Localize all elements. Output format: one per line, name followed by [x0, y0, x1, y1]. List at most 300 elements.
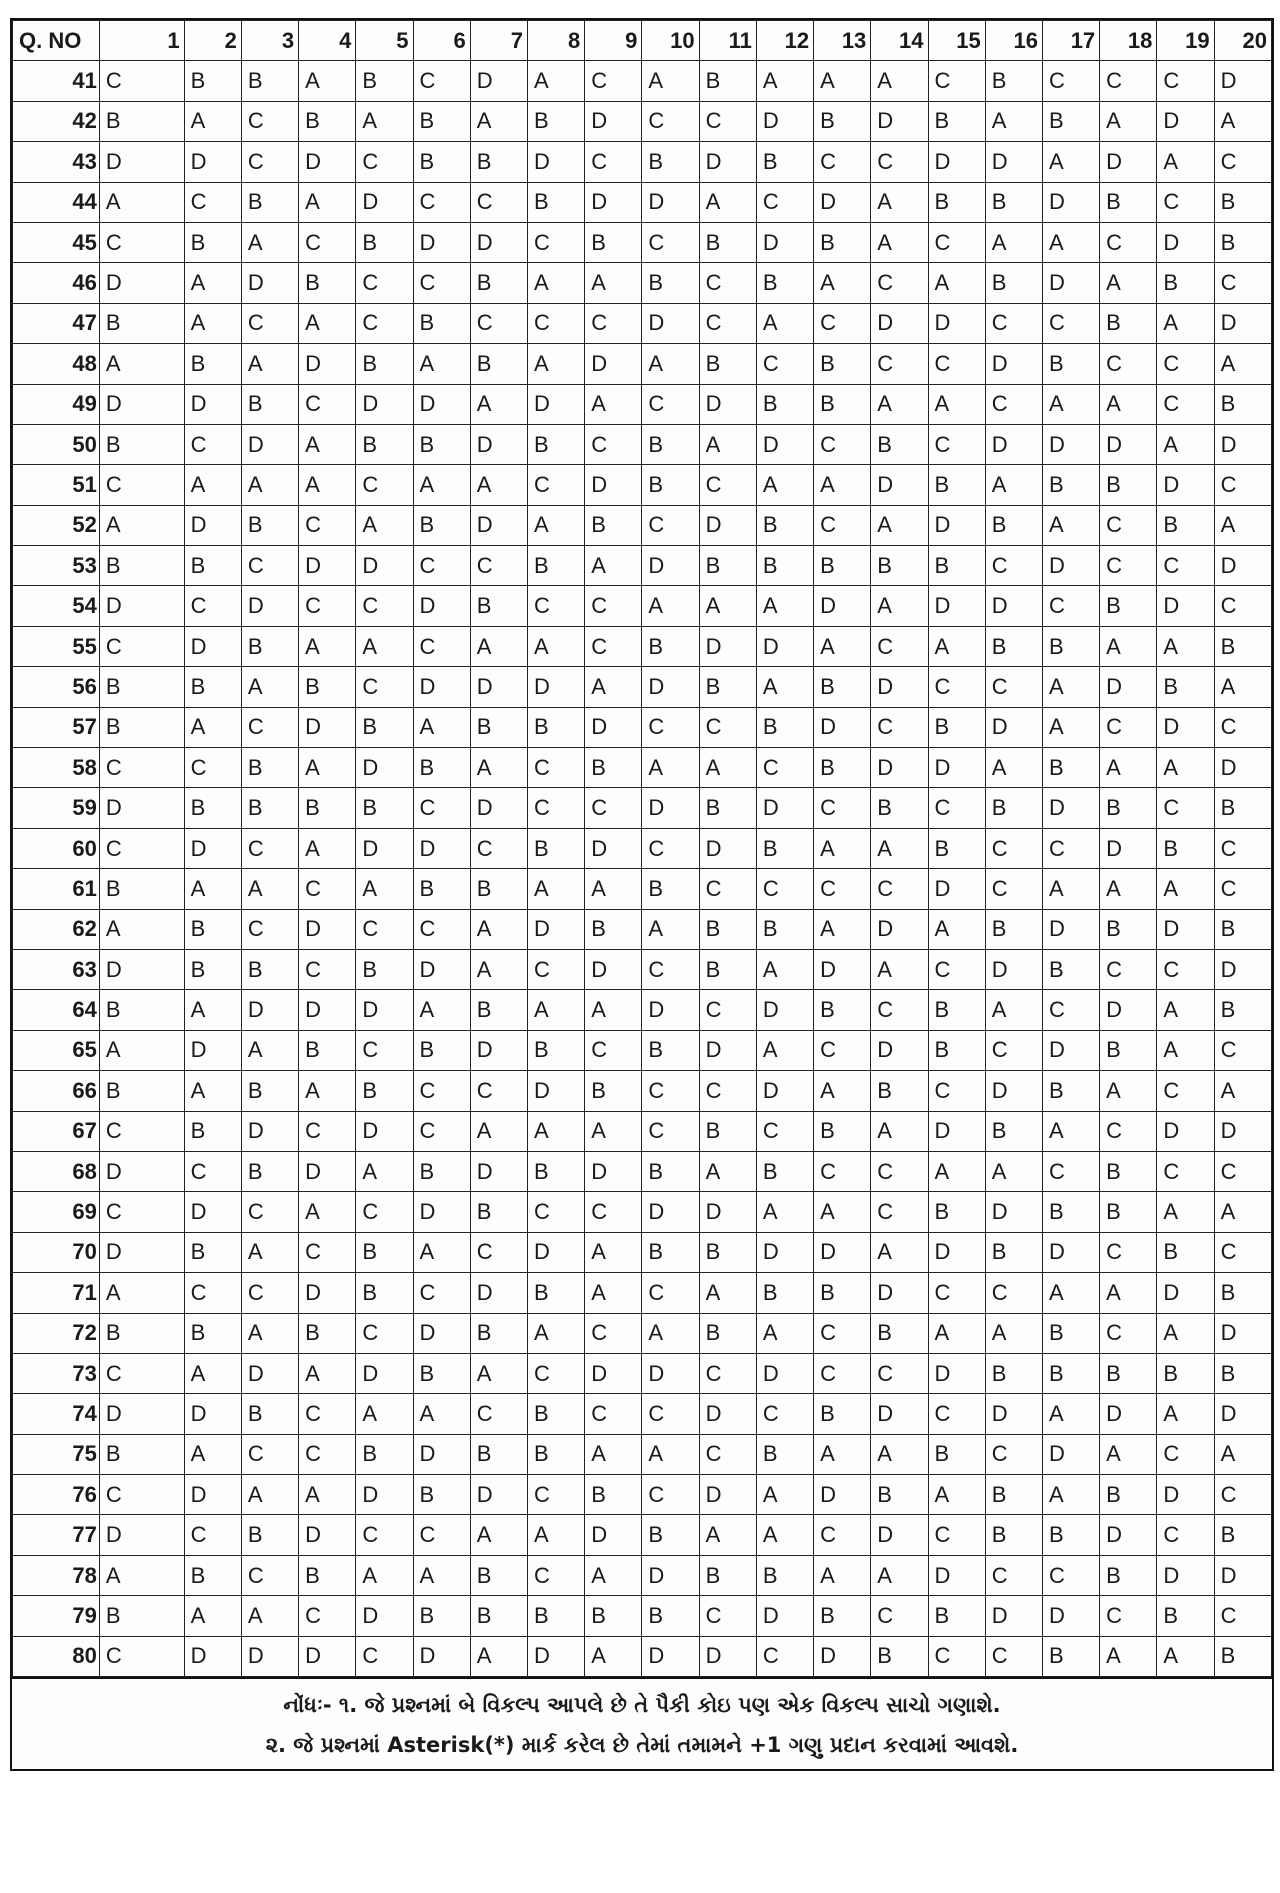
answer-cell: C — [1100, 1111, 1157, 1151]
answer-cell: D — [299, 142, 356, 182]
answer-cell: A — [241, 465, 298, 505]
answer-cell: C — [585, 424, 642, 464]
answer-cell: D — [1157, 707, 1214, 747]
answer-cell: C — [871, 1596, 928, 1636]
answer-cell: B — [814, 1111, 871, 1151]
answer-cell: C — [642, 1111, 699, 1151]
answer-cell: B — [1157, 1596, 1214, 1636]
answer-cell: D — [1214, 1111, 1271, 1151]
table-row — [13, 384, 1272, 424]
answer-cell: C — [241, 707, 298, 747]
answer-cell: B — [928, 1030, 985, 1070]
question-number: 52 — [13, 505, 100, 545]
answer-cell: D — [241, 1636, 298, 1676]
answer-cell: A — [1157, 303, 1214, 343]
question-number: 76 — [13, 1475, 100, 1515]
answer-cell: C — [1214, 465, 1271, 505]
answer-cell: C — [756, 1636, 813, 1676]
answer-cell: B — [585, 909, 642, 949]
answer-cell: B — [585, 1071, 642, 1111]
answer-cell: C — [184, 1273, 241, 1313]
answer-cell: A — [756, 586, 813, 626]
answer-cell: C — [413, 1515, 470, 1555]
answer-cell: B — [871, 1475, 928, 1515]
answer-cell: D — [928, 142, 985, 182]
answer-cell: A — [470, 384, 527, 424]
answer-cell: B — [99, 707, 184, 747]
answer-cell: A — [99, 1555, 184, 1595]
question-number: 59 — [13, 788, 100, 828]
answer-cell: B — [470, 990, 527, 1030]
answer-cell: B — [1100, 1192, 1157, 1232]
answer-cell: C — [356, 667, 413, 707]
column-header-set-6: 6 — [413, 21, 470, 61]
answer-cell: A — [642, 586, 699, 626]
answer-cell: D — [184, 1030, 241, 1070]
table-row — [13, 546, 1272, 586]
answer-cell: A — [413, 990, 470, 1030]
answer-cell: D — [871, 101, 928, 141]
answer-cell: B — [527, 1394, 584, 1434]
answer-cell: B — [1100, 1030, 1157, 1070]
answer-cell: B — [928, 828, 985, 868]
table-row — [13, 748, 1272, 788]
answer-cell: B — [814, 1273, 871, 1313]
answer-cell: D — [871, 748, 928, 788]
answer-cell: A — [470, 1515, 527, 1555]
answer-cell: B — [184, 788, 241, 828]
answer-cell: D — [1042, 1596, 1099, 1636]
answer-cell: A — [356, 1151, 413, 1191]
answer-cell: C — [413, 909, 470, 949]
answer-cell: C — [356, 586, 413, 626]
answer-cell: A — [299, 465, 356, 505]
answer-cell: C — [241, 101, 298, 141]
answer-cell: B — [871, 1071, 928, 1111]
answer-cell: B — [527, 546, 584, 586]
answer-cell: C — [814, 1515, 871, 1555]
answer-cell: C — [299, 1232, 356, 1272]
answer-cell: B — [356, 707, 413, 747]
answer-cell: A — [1157, 990, 1214, 1030]
answer-cell: D — [1214, 303, 1271, 343]
answer-cell: C — [527, 949, 584, 989]
answer-cell: D — [1100, 1515, 1157, 1555]
answer-cell: D — [585, 344, 642, 384]
answer-cell: A — [470, 626, 527, 666]
answer-cell: C — [814, 142, 871, 182]
answer-cell: A — [871, 586, 928, 626]
answer-cell: B — [985, 263, 1042, 303]
answer-cell: D — [585, 465, 642, 505]
answer-cell: D — [413, 828, 470, 868]
answer-cell: A — [184, 990, 241, 1030]
answer-cell: B — [642, 626, 699, 666]
answer-cell: B — [585, 748, 642, 788]
table-row — [13, 909, 1272, 949]
answer-cell: D — [642, 1353, 699, 1393]
question-number: 74 — [13, 1394, 100, 1434]
answer-cell: D — [356, 384, 413, 424]
answer-cell: A — [642, 61, 699, 101]
answer-cell: C — [985, 546, 1042, 586]
answer-cell: A — [184, 465, 241, 505]
answer-cell: C — [756, 1111, 813, 1151]
answer-cell: D — [585, 828, 642, 868]
answer-cell: D — [241, 586, 298, 626]
answer-cell: B — [871, 546, 928, 586]
table-row — [13, 667, 1272, 707]
answer-cell: D — [814, 1636, 871, 1676]
answer-cell: C — [699, 1434, 756, 1474]
answer-cell: B — [299, 1555, 356, 1595]
question-number: 57 — [13, 707, 100, 747]
answer-cell: B — [585, 222, 642, 262]
table-row — [13, 1192, 1272, 1232]
answer-cell: A — [814, 263, 871, 303]
answer-cell: D — [99, 263, 184, 303]
answer-cell: D — [241, 424, 298, 464]
answer-cell: A — [985, 222, 1042, 262]
answer-cell: B — [99, 1596, 184, 1636]
answer-cell: A — [814, 626, 871, 666]
answer-cell: D — [642, 1555, 699, 1595]
answer-cell: C — [928, 344, 985, 384]
answer-cell: B — [470, 1192, 527, 1232]
table-row — [13, 1071, 1272, 1111]
answer-cell: D — [585, 707, 642, 747]
answer-cell: A — [585, 1273, 642, 1313]
answer-cell: D — [699, 1030, 756, 1070]
answer-cell: C — [928, 424, 985, 464]
answer-cell: A — [184, 1434, 241, 1474]
answer-cell: D — [299, 707, 356, 747]
answer-cell: C — [699, 303, 756, 343]
answer-cell: D — [99, 949, 184, 989]
answer-cell: D — [1100, 667, 1157, 707]
question-number: 49 — [13, 384, 100, 424]
answer-cell: D — [1157, 1273, 1214, 1313]
answer-cell: B — [699, 546, 756, 586]
table-row — [13, 949, 1272, 989]
answer-cell: C — [299, 1111, 356, 1151]
answer-cell: D — [356, 1475, 413, 1515]
answer-cell: A — [699, 1151, 756, 1191]
answer-cell: C — [1042, 828, 1099, 868]
answer-cell: D — [756, 424, 813, 464]
answer-cell: A — [527, 1313, 584, 1353]
answer-cell: C — [241, 1192, 298, 1232]
answer-cell: B — [642, 1232, 699, 1272]
table-row — [13, 61, 1272, 101]
answer-cell: B — [1042, 1192, 1099, 1232]
answer-cell: B — [642, 465, 699, 505]
question-number: 53 — [13, 546, 100, 586]
answer-cell: B — [413, 142, 470, 182]
answer-cell: A — [985, 465, 1042, 505]
answer-cell: D — [413, 384, 470, 424]
answer-cell: B — [1214, 788, 1271, 828]
answer-cell: B — [99, 1071, 184, 1111]
question-number: 54 — [13, 586, 100, 626]
answer-cell: D — [756, 1353, 813, 1393]
column-header-set-11: 11 — [699, 21, 756, 61]
question-number: 67 — [13, 1111, 100, 1151]
answer-cell: A — [699, 424, 756, 464]
answer-cell: B — [928, 1596, 985, 1636]
answer-cell: B — [1042, 1515, 1099, 1555]
answer-cell: A — [1100, 1273, 1157, 1313]
answer-cell: D — [1042, 263, 1099, 303]
answer-cell: C — [871, 1192, 928, 1232]
answer-cell: B — [1157, 667, 1214, 707]
answer-cell: C — [1042, 61, 1099, 101]
question-number: 66 — [13, 1071, 100, 1111]
answer-cell: A — [985, 1151, 1042, 1191]
answer-cell: A — [299, 61, 356, 101]
answer-cell: D — [699, 384, 756, 424]
answer-cell: C — [356, 303, 413, 343]
answer-cell: C — [184, 424, 241, 464]
table-row — [13, 828, 1272, 868]
answer-cell: D — [756, 1071, 813, 1111]
answer-cell: D — [1042, 1232, 1099, 1272]
answer-cell: D — [814, 1232, 871, 1272]
answer-cell: A — [413, 344, 470, 384]
question-number: 48 — [13, 344, 100, 384]
question-number: 41 — [13, 61, 100, 101]
answer-cell: D — [1157, 909, 1214, 949]
question-number: 47 — [13, 303, 100, 343]
answer-cell: A — [184, 1071, 241, 1111]
answer-cell: C — [1214, 707, 1271, 747]
answer-cell: A — [871, 222, 928, 262]
answer-cell: A — [985, 990, 1042, 1030]
answer-cell: B — [814, 667, 871, 707]
answer-cell: B — [928, 182, 985, 222]
answer-cell: C — [527, 586, 584, 626]
answer-cell: D — [184, 142, 241, 182]
answer-cell: D — [1214, 1313, 1271, 1353]
answer-cell: C — [1100, 505, 1157, 545]
answer-cell: B — [699, 909, 756, 949]
answer-cell: C — [871, 1151, 928, 1191]
answer-cell: A — [470, 465, 527, 505]
answer-cell: A — [814, 465, 871, 505]
answer-cell: B — [1157, 1353, 1214, 1393]
answer-cell: A — [299, 1192, 356, 1232]
answer-cell: A — [241, 222, 298, 262]
answer-cell: D — [642, 1192, 699, 1232]
answer-cell: A — [527, 1111, 584, 1151]
answer-cell: A — [470, 1111, 527, 1151]
answer-cell: B — [413, 1353, 470, 1393]
answer-cell: B — [241, 1151, 298, 1191]
question-number: 68 — [13, 1151, 100, 1191]
question-number: 55 — [13, 626, 100, 666]
answer-cell: B — [756, 1555, 813, 1595]
answer-cell: D — [184, 1636, 241, 1676]
column-header-set-18: 18 — [1100, 21, 1157, 61]
answer-cell: B — [1042, 1353, 1099, 1393]
answer-cell: C — [699, 1596, 756, 1636]
answer-cell: A — [1214, 505, 1271, 545]
answer-cell: B — [527, 101, 584, 141]
answer-cell: C — [699, 869, 756, 909]
answer-cell: B — [756, 1273, 813, 1313]
table-row — [13, 707, 1272, 747]
answer-cell: D — [527, 384, 584, 424]
answer-cell: D — [1157, 1475, 1214, 1515]
answer-cell: B — [413, 869, 470, 909]
answer-cell: C — [299, 1434, 356, 1474]
answer-cell: D — [527, 1071, 584, 1111]
answer-cell: A — [356, 101, 413, 141]
answer-cell: B — [99, 990, 184, 1030]
answer-cell: C — [756, 182, 813, 222]
answer-cell: B — [470, 1596, 527, 1636]
answer-cell: B — [699, 1555, 756, 1595]
answer-cell: D — [756, 990, 813, 1030]
answer-cell: B — [99, 1434, 184, 1474]
answer-cell: A — [413, 1232, 470, 1272]
question-number: 69 — [13, 1192, 100, 1232]
answer-cell: D — [1042, 788, 1099, 828]
answer-cell: B — [985, 505, 1042, 545]
answer-cell: A — [1157, 424, 1214, 464]
answer-cell: D — [1214, 949, 1271, 989]
answer-cell: C — [928, 1636, 985, 1676]
answer-cell: D — [985, 586, 1042, 626]
answer-cell: A — [299, 1475, 356, 1515]
answer-cell: A — [241, 344, 298, 384]
table-header-row — [13, 21, 1272, 61]
answer-cell: A — [814, 1555, 871, 1595]
answer-cell: B — [871, 424, 928, 464]
question-number: 64 — [13, 990, 100, 1030]
answer-cell: A — [184, 1596, 241, 1636]
answer-cell: D — [1214, 748, 1271, 788]
answer-cell: D — [585, 1515, 642, 1555]
answer-cell: B — [1042, 626, 1099, 666]
answer-cell: B — [1042, 1636, 1099, 1676]
answer-cell: C — [1157, 61, 1214, 101]
answer-cell: A — [928, 909, 985, 949]
answer-cell: B — [184, 344, 241, 384]
answer-cell: D — [99, 788, 184, 828]
answer-cell: A — [585, 869, 642, 909]
answer-cell: B — [527, 707, 584, 747]
note-box — [12, 1677, 1272, 1769]
answer-cell: B — [356, 949, 413, 989]
answer-cell: B — [928, 465, 985, 505]
answer-cell: D — [985, 949, 1042, 989]
answer-cell: C — [699, 1353, 756, 1393]
answer-cell: B — [756, 142, 813, 182]
answer-cell: D — [1214, 1394, 1271, 1434]
answer-cell: B — [642, 263, 699, 303]
table-row — [13, 344, 1272, 384]
answer-cell: B — [413, 1030, 470, 1070]
column-header-set-20: 20 — [1214, 21, 1271, 61]
answer-cell: A — [1214, 1192, 1271, 1232]
table-row — [13, 222, 1272, 262]
column-header-set-19: 19 — [1157, 21, 1214, 61]
answer-cell: B — [184, 1232, 241, 1272]
answer-cell: A — [1042, 384, 1099, 424]
answer-cell: A — [470, 1353, 527, 1393]
answer-cell: C — [184, 182, 241, 222]
answer-cell: C — [642, 1394, 699, 1434]
answer-cell: C — [99, 626, 184, 666]
answer-cell: B — [356, 344, 413, 384]
answer-cell: B — [356, 424, 413, 464]
answer-cell: D — [814, 707, 871, 747]
answer-cell: C — [985, 1555, 1042, 1595]
answer-cell: C — [928, 667, 985, 707]
answer-cell: B — [1157, 1232, 1214, 1272]
answer-cell: C — [871, 344, 928, 384]
answer-cell: C — [413, 1111, 470, 1151]
answer-cell: A — [470, 748, 527, 788]
answer-cell: D — [1100, 142, 1157, 182]
answer-cell: D — [413, 586, 470, 626]
answer-cell: B — [756, 707, 813, 747]
answer-cell: B — [699, 667, 756, 707]
answer-cell: C — [527, 748, 584, 788]
answer-cell: B — [99, 303, 184, 343]
answer-cell: A — [1042, 1475, 1099, 1515]
answer-cell: D — [470, 424, 527, 464]
answer-cell: C — [1100, 61, 1157, 101]
answer-cell: D — [699, 505, 756, 545]
answer-cell: B — [99, 869, 184, 909]
column-header-set-16: 16 — [985, 21, 1042, 61]
answer-cell: B — [928, 1434, 985, 1474]
answer-cell: A — [699, 1273, 756, 1313]
answer-cell: A — [241, 667, 298, 707]
answer-cell: D — [1042, 1030, 1099, 1070]
answer-cell: B — [470, 263, 527, 303]
table-row — [13, 101, 1272, 141]
answer-cell: C — [1042, 303, 1099, 343]
answer-cell: B — [184, 546, 241, 586]
answer-cell: C — [585, 1030, 642, 1070]
answer-cell: B — [99, 424, 184, 464]
table-row — [13, 788, 1272, 828]
answer-cell: B — [1100, 1555, 1157, 1595]
answer-cell: A — [99, 344, 184, 384]
answer-cell: A — [299, 748, 356, 788]
answer-cell: D — [871, 1030, 928, 1070]
answer-cell: B — [814, 101, 871, 141]
answer-cell: C — [299, 384, 356, 424]
answer-cell: C — [585, 1313, 642, 1353]
answer-cell: B — [527, 1596, 584, 1636]
answer-cell: A — [1157, 142, 1214, 182]
answer-cell: B — [928, 707, 985, 747]
answer-cell: A — [814, 909, 871, 949]
answer-cell: D — [1157, 222, 1214, 262]
answer-cell: C — [1100, 344, 1157, 384]
answer-cell: C — [1157, 344, 1214, 384]
answer-cell: C — [99, 1353, 184, 1393]
answer-cell: A — [756, 61, 813, 101]
answer-cell: A — [1042, 222, 1099, 262]
answer-cell: A — [1157, 1030, 1214, 1070]
answer-cell: C — [928, 61, 985, 101]
answer-cell: B — [1214, 909, 1271, 949]
